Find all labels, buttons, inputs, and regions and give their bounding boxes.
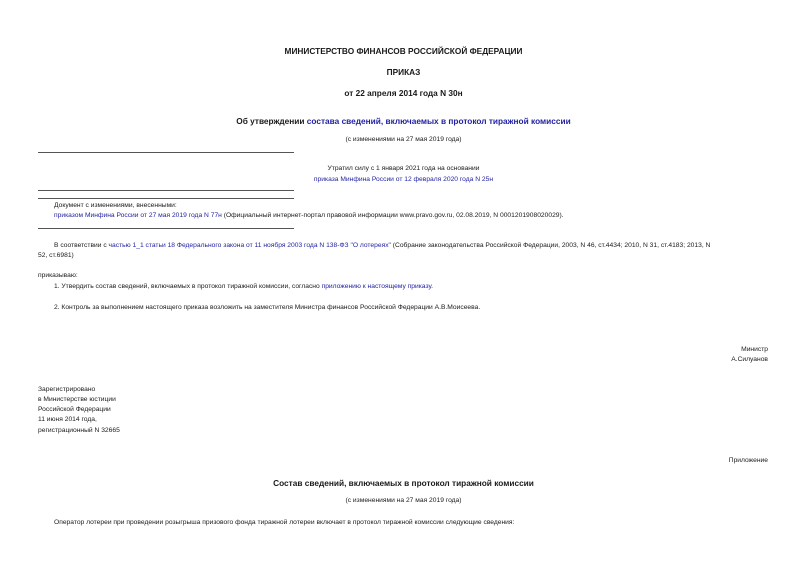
appendix-link[interactable]: приложению к настоящему приказу (321, 283, 432, 290)
doc-type-heading: ПРИКАЗ (386, 67, 421, 77)
amendments-note: (с изменениями на 27 мая 2019 года) (345, 136, 462, 143)
title-prefix: Об утверждении (236, 116, 307, 126)
registration-line: Зарегистрировано (38, 386, 96, 393)
ministry-heading: МИНИСТЕРСТВО ФИНАНСОВ РОССИЙСКОЙ ФЕДЕРАЦИИ (284, 46, 523, 56)
appendix-title: Состав сведений, включаемых в протокол тиражной комиссии (273, 478, 534, 488)
preamble-line-1 (54, 242, 710, 249)
signature-position: Министр (741, 346, 768, 353)
doc-date-number: от 22 апреля 2014 года N 30н (344, 88, 463, 98)
divider (38, 152, 294, 153)
divider (38, 198, 294, 199)
changes-label: Документ с изменениями, внесенными: (54, 202, 177, 209)
item1-end: . (431, 283, 433, 290)
registration-line: Российской Федерации (38, 406, 111, 413)
signature-name: А.Силуанов (731, 356, 768, 363)
registration-line: 11 июня 2014 года, (38, 416, 97, 423)
order-word: приказываю: (38, 272, 78, 279)
order-item-1 (54, 283, 433, 290)
changes-line (54, 212, 564, 219)
preamble-start: В соответствии с (54, 242, 109, 249)
divider (38, 190, 294, 191)
appendix-label: Приложение (728, 457, 768, 464)
registration-line: регистрационный N 32665 (38, 427, 120, 434)
divider (38, 228, 294, 229)
registration-line: в Министерстве юстиции (38, 396, 116, 403)
invalid-notice-link[interactable]: приказа Минфина России от 12 февраля 2020 года N 25н (313, 176, 494, 183)
changes-source: (Официальный интернет-портал правовой информации www.pravo.gov.ru, 02.08.2019, N 0001201908020029). (221, 212, 564, 219)
preamble-rest: (Собрание законодательства Российской Федерации, 2003, N 46, ст.4434; 2010, N 31, ст.4183; 2013, N (390, 242, 711, 249)
appendix-intro: Оператор лотереи при проведении розыгрыша призового фонда тиражной лотереи включает в протокол тиражной комиссии следующие сведения: (54, 519, 515, 526)
item1-text: 1. Утвердить состав сведений, включаемых в протокол тиражной комиссии, согласно (54, 283, 322, 290)
appendix-amendments-note: (с изменениями на 27 мая 2019 года) (345, 497, 462, 504)
preamble-line-2: 52, ст.6981) (38, 252, 74, 259)
law-link[interactable]: частью 1_1 статьи 18 Федерального закона от 11 ноября 2003 года N 138-ФЗ "О лотереях" (108, 242, 391, 249)
changes-link[interactable]: приказом Минфина России от 27 мая 2019 года N 77н (54, 212, 222, 219)
order-item-2: 2. Контроль за выполнением настоящего приказа возложить на заместителя Министра финансов Российской Федерации А.В.Моисеева. (54, 304, 481, 311)
title-link[interactable]: состава сведений, включаемых в протокол тиражной комиссии (306, 116, 571, 126)
invalid-notice-text: Утратил силу с 1 января 2021 года на основании (327, 165, 480, 172)
document-title (0, 116, 807, 126)
